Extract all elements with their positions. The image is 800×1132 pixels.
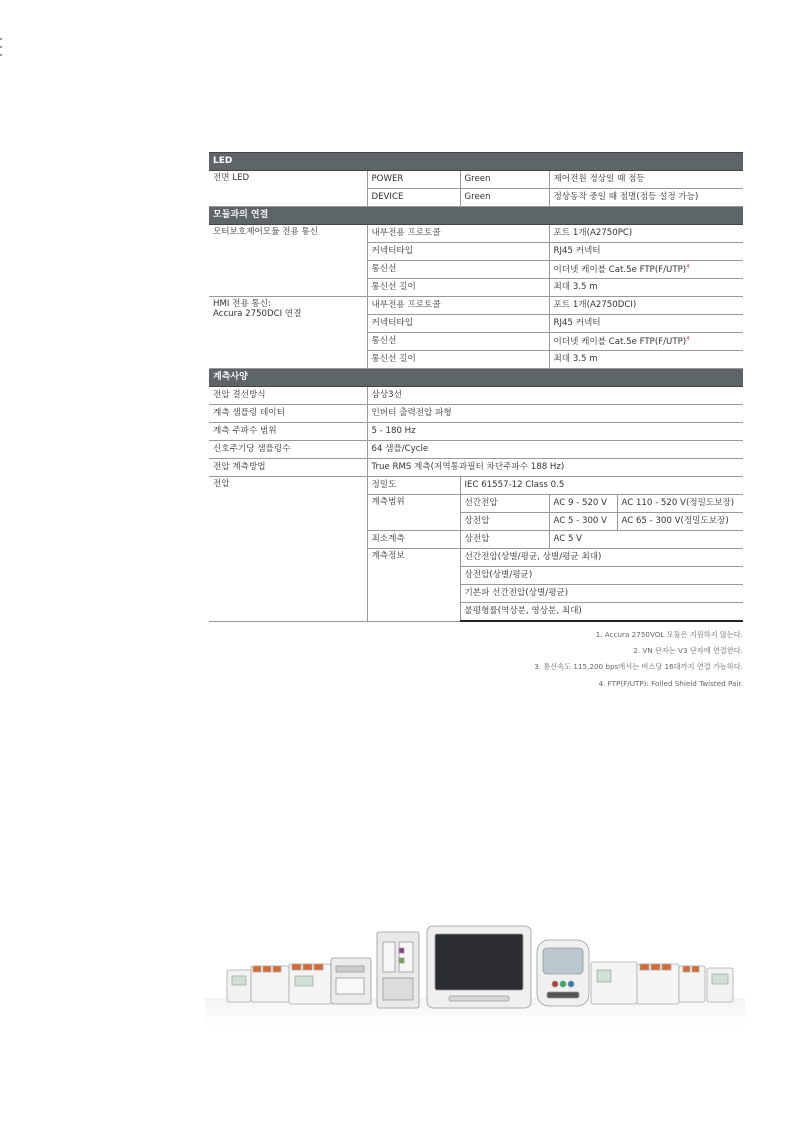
product-illustration — [205, 908, 745, 1028]
cell: POWER — [367, 171, 460, 189]
cell: AC 9 - 520 V — [549, 495, 617, 513]
footnote: 3. 통신속도 115,200 bps에서는 버스당 16대까지 연결 가능하다. — [534, 662, 743, 672]
cell: Green — [460, 171, 549, 189]
cell-text: 최대 3.5 m — [553, 353, 598, 364]
cell: 인버터 출력전압 파형 — [367, 405, 743, 423]
cell: 통신선 길이 — [367, 351, 549, 369]
cell — [617, 531, 743, 549]
cell: 선간전압 — [460, 495, 549, 513]
cell-text: 이더넷 케이블 Cat.5e FTP(F/UTP) — [553, 264, 687, 275]
label-line: HMI 전용 통신: — [213, 299, 271, 309]
product-lineup-image — [205, 908, 745, 1028]
section-title: LED — [209, 153, 743, 171]
cell: 커넥터타입 — [367, 315, 549, 333]
row-label — [209, 297, 367, 369]
cell: 내부전용 프로토콜 — [367, 297, 549, 315]
cell: IEC 61557-12 Class 0.5 — [460, 477, 743, 495]
device-small-module-right — [707, 968, 733, 1002]
cell: 상전압 — [460, 513, 549, 531]
cell: 불평형률(역상분, 영상분, 최대) — [460, 603, 743, 622]
cell-text: 포트 1개(A2750PC) — [553, 227, 633, 238]
device-module-group-right — [591, 962, 705, 1004]
row-label: 전면 LED — [209, 171, 367, 207]
section-header-led — [209, 153, 743, 171]
cell — [549, 261, 743, 279]
table-row — [209, 423, 743, 441]
cell — [549, 333, 743, 351]
cell — [549, 297, 743, 315]
cell: 정상동작 중일 때 점멸(점등 설정 가능) — [549, 189, 743, 207]
section-title: 계측사양 — [209, 369, 743, 387]
row-label: 계측 주파수 범위 — [209, 423, 367, 441]
cell: Green — [460, 189, 549, 207]
device-hmi-display — [427, 926, 531, 1008]
cell: AC 5 V — [549, 531, 617, 549]
device-din-module — [377, 932, 419, 1008]
table-row — [209, 459, 743, 477]
cell: AC 5 - 300 V — [549, 513, 617, 531]
footnote: 1. Accura 2750VOL 모듈은 지원하지 않는다. — [595, 630, 743, 639]
cell: 계측정보 — [367, 549, 460, 622]
footnote-marker: 4 — [686, 335, 690, 342]
cell-text: 최대 3.5 m — [553, 281, 598, 292]
cell — [549, 315, 743, 333]
row-label: 신호주기당 샘플링수 — [209, 441, 367, 459]
section-header-module — [209, 207, 743, 225]
table-row — [209, 225, 743, 243]
cell: 선간전압(상별/평균, 상별/평균 최대) — [460, 549, 743, 567]
row-label — [209, 225, 367, 297]
cell-text: 포트 1개(A2750DCI) — [553, 299, 637, 310]
cell — [549, 243, 743, 261]
spec-table — [209, 152, 743, 622]
cell: 정밀도 — [367, 477, 460, 495]
cell: 커넥터타입 — [367, 243, 549, 261]
footnote: 2. VN 단자는 V3 단자에 연결한다. — [633, 646, 743, 656]
footnote-marker: 4 — [686, 263, 690, 270]
cell: AC 110 - 520 V(정밀도보장) — [617, 495, 743, 513]
page-corner-mark — [0, 38, 2, 60]
cell: 상전압(상별/평균) — [460, 567, 743, 585]
device-controller-round — [537, 940, 589, 1006]
cell — [549, 279, 743, 297]
cell — [549, 225, 743, 243]
footnote: 4. FTP(F/UTP): Foiled Shield Twisted Pair. — [598, 678, 743, 688]
cell-text: RJ45 커넥터 — [553, 317, 601, 328]
cell: 계측범위 — [367, 495, 460, 531]
row-label: 전압 — [209, 477, 367, 622]
cell: 5 - 180 Hz — [367, 423, 743, 441]
table-row — [209, 405, 743, 423]
cell: 통신선 — [367, 333, 549, 351]
row-label: 계측 샘플링 데이터 — [209, 405, 367, 423]
table-row — [209, 477, 743, 495]
cell: 상전압 — [460, 531, 549, 549]
footnotes — [183, 630, 743, 694]
cell — [549, 351, 743, 369]
table-row — [209, 387, 743, 405]
cell-text: RJ45 커넥터 — [553, 245, 601, 256]
row-label: 전압 결선방식 — [209, 387, 367, 405]
cell: 통신선 길이 — [367, 279, 549, 297]
cell: 64 샘플/Cycle — [367, 441, 743, 459]
device-module-group-left — [251, 964, 331, 1004]
cell: 최소계측 — [367, 531, 460, 549]
cell: 제어전원 정상일 때 점등 — [549, 171, 743, 189]
cell-text: 이더넷 케이블 Cat.5e FTP(F/UTP) — [553, 336, 687, 347]
section-title: 모듈과의 연결 — [209, 207, 743, 225]
label-line: Accura 2750DCI 연결 — [213, 308, 302, 319]
table-row — [209, 171, 743, 189]
device-small-module-left — [227, 970, 251, 1002]
cell: DEVICE — [367, 189, 460, 207]
label-line: 모터보호제어모듈 전용 통신 — [213, 227, 319, 237]
device-meter-box — [331, 958, 371, 1004]
cell: True RMS 계측(저역통과필터 차단주파수 188 Hz) — [367, 459, 743, 477]
cell: 통신선 — [367, 261, 549, 279]
cell: 기본파 선간전압(상별/평균) — [460, 585, 743, 603]
section-header-meas — [209, 369, 743, 387]
cell: AC 65 - 300 V(정밀도보장) — [617, 513, 743, 531]
table-row — [209, 297, 743, 315]
table-row — [209, 441, 743, 459]
row-label: 전압 계측방법 — [209, 459, 367, 477]
cell: 내부전용 프로토콜 — [367, 225, 549, 243]
cell: 삼상3선 — [367, 387, 743, 405]
